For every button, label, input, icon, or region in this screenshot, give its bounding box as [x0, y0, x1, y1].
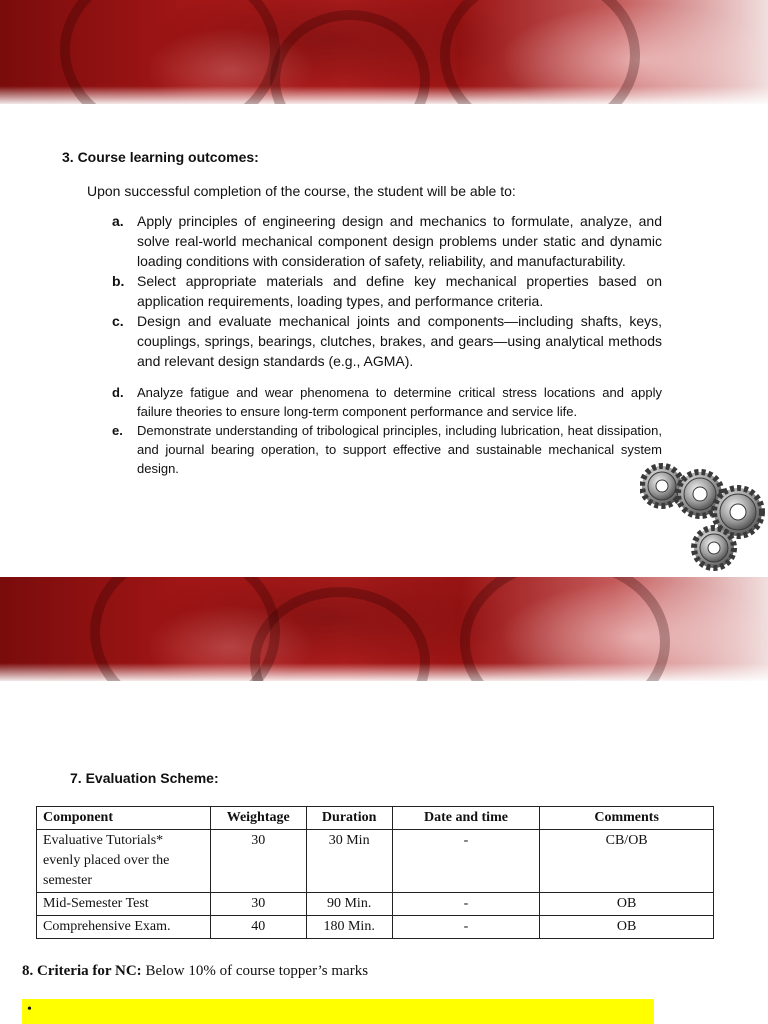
col-header: Duration — [306, 807, 392, 830]
outcomes-list — [62, 211, 662, 478]
table-cell: - — [392, 893, 540, 916]
table-cell: OB — [540, 893, 714, 916]
table-row — [37, 830, 714, 893]
outcome-text: Design and evaluate mechanical joints and components—including shafts, keys, couplings, springs, bearings, clutches, brakes, and gears—using analytical methods and relevant design standards (e.g., AGMA). — [137, 313, 662, 369]
header-banner — [0, 0, 768, 104]
table-cell: 30 Min — [306, 830, 392, 893]
course-outcomes-section — [62, 147, 662, 478]
col-header: Date and time — [392, 807, 540, 830]
col-header: Component — [37, 807, 211, 830]
table-cell: 30 — [210, 830, 306, 893]
outcome-item — [62, 271, 662, 311]
table-cell: 180 Min. — [306, 916, 392, 939]
table-cell: Mid-Semester Test — [37, 893, 211, 916]
section-banner — [0, 577, 768, 681]
section-heading: 3. Course learning outcomes: — [62, 149, 259, 165]
table-cell: Comprehensive Exam. — [37, 916, 211, 939]
highlighted-bullet-row — [22, 999, 654, 1024]
outcome-item — [62, 383, 662, 421]
outcome-letter: a. — [112, 213, 124, 229]
intro-text: Upon successful completion of the course, the student will be able to: — [87, 183, 516, 199]
outcome-item — [62, 421, 662, 478]
evaluation-table — [36, 806, 714, 939]
outcome-letter: b. — [112, 273, 125, 289]
nc-criteria — [22, 963, 368, 980]
outcome-letter: c. — [112, 313, 124, 329]
table-cell: OB — [540, 916, 714, 939]
table-row — [37, 916, 714, 939]
table-cell: - — [392, 916, 540, 939]
table-cell: 90 Min. — [306, 893, 392, 916]
table-cell: 40 — [210, 916, 306, 939]
outcome-text: Demonstrate understanding of tribological principles, including lubrication, heat dissipation, and journal bearing operation, to support effective and sustainable mechanical system design. — [137, 423, 662, 476]
nc-criteria-label: 8. Criteria for NC: — [22, 963, 142, 979]
table-cell: - — [392, 830, 540, 893]
outcome-text: Select appropriate materials and define key mechanical properties based on application requirements, loading types, and performance criteria. — [137, 273, 662, 309]
outcome-text: Analyze fatigue and wear phenomena to determine critical stress locations and apply failure theories to ensure long-term component performance and service life. — [137, 385, 662, 419]
evaluation-heading: 7. Evaluation Scheme: — [70, 770, 219, 786]
bullet: • — [27, 1002, 32, 1017]
gears-illustration-icon — [640, 458, 768, 578]
nc-criteria-text: Below 10% of course topper’s marks — [141, 963, 369, 979]
col-header: Weightage — [210, 807, 306, 830]
outcome-letter: e. — [112, 423, 123, 438]
outcome-letter: d. — [112, 385, 124, 400]
outcome-item — [62, 211, 662, 271]
col-header: Comments — [540, 807, 714, 830]
table-cell: 30 — [210, 893, 306, 916]
table-row — [37, 893, 714, 916]
outcome-text: Apply principles of engineering design and mechanics to formulate, analyze, and solve real-world mechanical component design problems under static and dynamic loading conditions with consideration of safety, reliability, and manufacturability. — [137, 213, 662, 269]
table-header-row — [37, 807, 714, 830]
table-cell: Evaluative Tutorials* evenly placed over the semester — [37, 830, 211, 893]
outcome-item — [62, 311, 662, 371]
table-cell: CB/OB — [540, 830, 714, 893]
